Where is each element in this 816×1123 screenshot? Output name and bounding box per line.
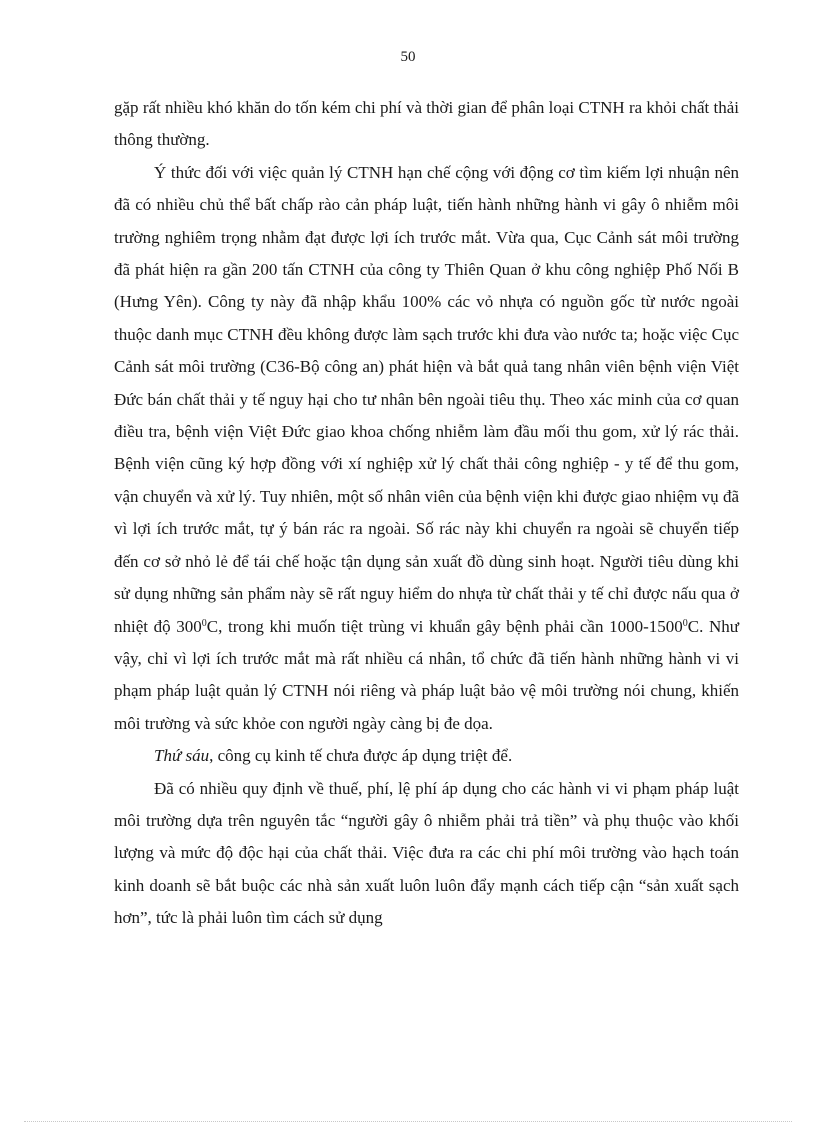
document-body bbox=[114, 92, 739, 935]
paragraph-economic-tools: Đã có nhiều quy định về thuế, phí, lệ phí áp dụng cho các hành vi vi phạm pháp luật môi trường dựa trên nguyên tắc “người gây ô nhiễm phải trả tiền” và phụ thuộc vào khối lượng và mức độ độc hại của chất thải. Việc đưa ra các chi phí môi trường vào hạch toán kinh doanh sẽ bắt buộc các nhà sản xuất luôn luôn đẩy mạnh cách tiếp cận “sản xuất sạch hơn”, tức là phải luôn tìm cách sử dụng bbox=[114, 778, 739, 928]
paragraph-hazardous-waste-awareness bbox=[114, 157, 739, 740]
paragraph-text: Ý thức đối với việc quản lý CTNH hạn chế cộng với động cơ tìm kiếm lợi nhuận nên đã có nhiều chủ thể bất chấp rào cản pháp luật, tiến hành những hành vi gây ô nhiễm môi trường nghiêm trọng nhằm đạt được lợi ích trước mắt. Vừa qua, Cục Cảnh sát môi trường đã phát hiện ra gần 200 tấn CTNH của công ty Thiên Quan ở khu công nghiệp Phố Nối B (Hưng Yên). Công ty này đã nhập khẩu 100% các vỏ nhựa có nguồn gốc từ nước ngoài thuộc danh mục CTNH đều không được làm sạch trước khi đưa vào nước ta; hoặc việc Cục Cảnh sát môi trường (C36-Bộ công an) phát hiện và bắt quả tang nhân viên bệnh viện Việt Đức bán chất thải y tế nguy hại cho tư nhân bên ngoài tiêu thụ. Theo xác minh của cơ quan điều tra, bệnh viện Việt Đức giao khoa chống nhiễm làm đầu mối thu gom, xử lý rác thải. Bệnh viện cũng ký hợp đồng với xí nghiệp xử lý chất thải công nghiệp - y tế để thu gom, vận chuyển và xử lý. Tuy nhiên, một số nhân viên của bệnh viện khi được giao nhiệm vụ đã vì lợi ích trước mắt, tự ý bán rác ra ngoài. Số rác này khi chuyển ra ngoài sẽ chuyển tiếp đến cơ sở nhỏ lẻ để tái chế hoặc tận dụng sản xuất đồ dùng sinh hoạt. Người tiêu dùng khi sử dụng những sản phẩm này sẽ rất nguy hiểm do nhựa từ chất thải y tế chỉ được nấu qua ở nhiệt độ 300 bbox=[114, 162, 739, 636]
paragraph-text: , công cụ kinh tế chưa được áp dụng triệt để. bbox=[209, 746, 513, 766]
paragraph-sixth-point bbox=[114, 740, 739, 772]
paragraph-continuation: gặp rất nhiều khó khăn do tốn kém chi phí và thời gian để phân loại CTNH ra khỏi chất thải thông thường. bbox=[114, 98, 739, 150]
paragraph-text: C, trong khi muốn tiệt trùng vi khuẩn gây bệnh phải cần 1000-1500 bbox=[206, 616, 683, 636]
page-bottom-divider bbox=[24, 1121, 792, 1122]
page-number: 50 bbox=[400, 49, 416, 65]
degree-superscript: 0 bbox=[201, 617, 207, 629]
degree-superscript: 0 bbox=[682, 617, 688, 629]
paragraph-text: C. Như vậy, chỉ vì lợi ích trước mắt mà rất nhiều cá nhân, tổ chức đã tiến hành những hành vi vi phạm pháp luật quản lý CTNH nói riêng và pháp luật bảo vệ môi trường nói chung, khiến môi trường và sức khỏe con người ngày càng bị đe dọa. bbox=[114, 616, 739, 733]
italic-lead: Thứ sáu bbox=[154, 746, 210, 766]
